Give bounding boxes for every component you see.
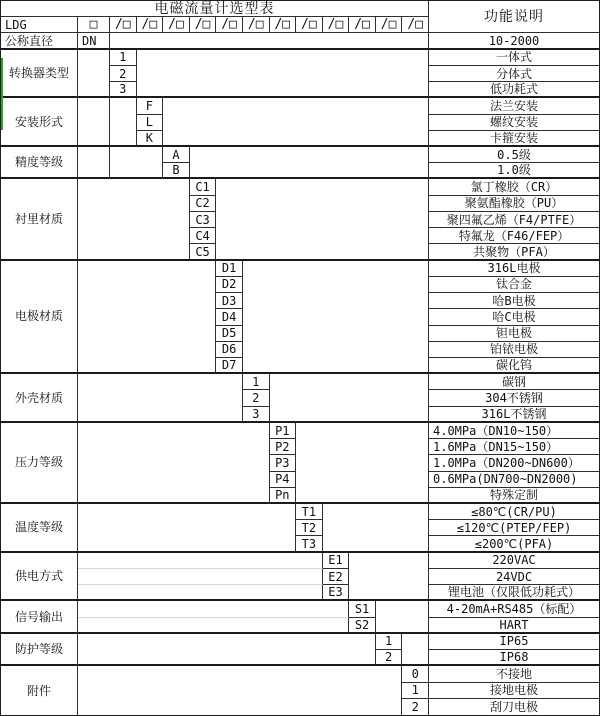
filler-cell (78, 423, 270, 504)
code-cell: C3 (190, 212, 217, 228)
filler-cell (376, 601, 429, 633)
group-label: 压力等级 (1, 423, 78, 504)
function-cell: 一体式 (429, 50, 599, 66)
code-cell: D7 (216, 358, 243, 374)
function-cell: 刮刀电极 (489, 699, 538, 714)
code-cell: 1 (243, 374, 270, 390)
filler-cell (296, 423, 429, 504)
group-label: 信号输出 (1, 601, 78, 633)
function-cell: 碳化钨 (429, 358, 599, 374)
code-cell: 1 (402, 683, 429, 699)
function-cell: 220VAC (429, 553, 599, 569)
code-cell: P4 (270, 472, 297, 488)
slot-box-icon: /□ (402, 17, 429, 33)
filler-cell (137, 50, 429, 99)
code-cell: E2 (323, 569, 350, 585)
group-label: 外壳材质 (1, 374, 78, 423)
code-cell: T2 (296, 520, 323, 536)
code-cell: C4 (190, 228, 217, 244)
group-label: 公称直径 (1, 33, 78, 49)
function-cell: ≤200℃(PFA) (429, 536, 599, 552)
function-cell: 哈B电极 (429, 293, 599, 309)
filler-cell (78, 261, 216, 375)
filler-cell (78, 634, 376, 666)
filler-cell (78, 585, 323, 601)
code-cell: E1 (323, 553, 350, 569)
function-cell: 4-20mA+RS485（标配） (429, 601, 599, 617)
function-cell: 共聚物（PFA） (429, 244, 599, 260)
code-cell: P1 (270, 423, 297, 439)
slot-box-icon: /□ (349, 17, 376, 33)
selection-stripe (1, 58, 3, 130)
slot-box-icon: /□ (270, 17, 297, 33)
filler-cell (270, 374, 430, 423)
function-cell: 低功耗式 (429, 82, 599, 98)
code-cell: C2 (190, 196, 217, 212)
code-cell: 2 (402, 699, 429, 715)
model-box-icon: □ (78, 17, 110, 33)
filler-cell (78, 504, 296, 553)
code-cell: 2 (110, 66, 137, 82)
group-label: 温度等级 (1, 504, 78, 553)
function-cell: 316L电极 (429, 261, 599, 277)
function-cell: 聚四氟乙烯（F4/PTFE） (429, 212, 599, 228)
function-cell: 钽电极 (429, 326, 599, 342)
code-cell: DN (78, 33, 110, 49)
code-cell: D6 (216, 342, 243, 358)
function-column-header: 功能说明 (429, 1, 599, 33)
function-cell: 特氟龙（F46/FEP） (429, 228, 599, 244)
code-cell: K (137, 131, 164, 147)
code-cell: S1 (349, 601, 376, 617)
group-label: 转换器类型 (1, 50, 78, 99)
code-cell: 2 (376, 650, 403, 666)
filler-cell (349, 553, 429, 602)
filler-cell (110, 147, 163, 179)
model-prefix-cell: LDG (1, 17, 78, 33)
selector-table-grid (1, 1, 599, 715)
filler-cell (163, 98, 429, 147)
group-label: 安装形式 (1, 98, 78, 147)
filler-cell (78, 666, 402, 715)
function-cell: 钛合金 (429, 277, 599, 293)
page-title: 电磁流量计选型表 (1, 1, 429, 17)
group-label: 衬里材质 (1, 179, 78, 260)
function-cell: 接地电极 (429, 683, 599, 699)
filler-cell (78, 374, 243, 423)
code-cell: P2 (270, 439, 297, 455)
code-cell: A (163, 147, 190, 163)
group-label: 精度等级 (1, 147, 78, 179)
function-cell: 分体式 (429, 66, 599, 82)
filler-cell (323, 504, 429, 553)
function-cell: ≤120℃(PTEP/FEP) (429, 520, 599, 536)
code-cell: F (137, 98, 164, 114)
slot-box-icon: /□ (243, 17, 270, 33)
function-cell: 法兰安装 (429, 98, 599, 114)
function-cell: 聚氨酯橡胶（PU） (429, 196, 599, 212)
filler-cell (78, 50, 110, 99)
function-cell: 铂铱电极 (429, 342, 599, 358)
code-cell: 0 (402, 666, 429, 682)
slot-box-icon: /□ (110, 17, 137, 33)
code-cell: D3 (216, 293, 243, 309)
filler-cell (110, 98, 137, 147)
filler-cell (78, 553, 323, 569)
slot-box-icon: /□ (296, 17, 323, 33)
function-cell: 0.6MPa(DN700~DN2000) (429, 472, 599, 488)
filler-cell (216, 179, 429, 260)
slot-box-icon: /□ (137, 17, 164, 33)
code-cell: T1 (296, 504, 323, 520)
filler-cell (243, 261, 429, 375)
filler-cell (78, 147, 110, 179)
filler-cell (78, 601, 349, 617)
function-cell: 304不锈钢 (429, 390, 599, 406)
code-cell: T3 (296, 536, 323, 552)
function-cell: 氯丁橡胶（CR） (429, 179, 599, 195)
slot-box-icon: /□ (216, 17, 243, 33)
slot-box-icon: /□ (163, 17, 190, 33)
code-cell: P3 (270, 455, 297, 471)
code-cell: 2 (243, 390, 270, 406)
code-cell: L (137, 115, 164, 131)
function-cell: 1.6MPa（DN15~150） (429, 439, 599, 455)
function-cell: 0.5级 (429, 147, 599, 163)
function-cell: 不接地 (429, 666, 599, 682)
slot-box-icon: /□ (190, 17, 217, 33)
function-cell: 卡箍安装 (429, 131, 599, 147)
code-cell: D4 (216, 309, 243, 325)
function-cell: 4.0MPa（DN10~150） (429, 423, 599, 439)
code-cell: S2 (349, 618, 376, 634)
group-label: 防护等级 (1, 634, 78, 666)
group-label: 附件 (1, 666, 78, 715)
group-label: 供电方式 (1, 553, 78, 602)
function-cell: IP65 (429, 634, 599, 650)
function-cell: HART (429, 618, 599, 634)
code-cell: E3 (323, 585, 350, 601)
filler-cell (402, 634, 429, 666)
code-cell: 1 (110, 50, 137, 66)
function-cell: 碳钢 (429, 374, 599, 390)
code-cell: Pn (270, 488, 297, 504)
code-cell: C1 (190, 179, 217, 195)
filler-cell (78, 569, 323, 585)
code-cell: D5 (216, 326, 243, 342)
function-cell: 锂电池（仅限低功耗式） (429, 585, 599, 601)
slot-box-icon: /□ (376, 17, 403, 33)
filler-cell (110, 33, 429, 49)
function-cell: 螺纹安装 (429, 115, 599, 131)
slot-box-icon: /□ (323, 17, 350, 33)
function-cell: ≤80℃(CR/PU) (429, 504, 599, 520)
function-cell: 1.0MPa（DN200~DN600） (429, 455, 599, 471)
function-cell: 10-2000 (429, 33, 599, 49)
code-cell: B (163, 163, 190, 179)
function-cell: IP68 (429, 650, 599, 666)
function-cell: 哈C电极 (429, 309, 599, 325)
filler-cell (78, 618, 349, 634)
code-cell: 1 (376, 634, 403, 650)
filler-cell (78, 98, 110, 147)
filler-cell (78, 179, 190, 260)
code-cell: D1 (216, 261, 243, 277)
code-cell: 3 (110, 82, 137, 98)
code-cell: D2 (216, 277, 243, 293)
function-cell: 24VDC (429, 569, 599, 585)
code-cell: C5 (190, 244, 217, 260)
code-cell: 3 (243, 407, 270, 423)
group-label: 电极材质 (1, 261, 78, 375)
function-cell: 1.0级 (429, 163, 599, 179)
function-cell: 特殊定制 (429, 488, 599, 504)
function-cell: 316L不锈钢 (429, 407, 599, 423)
filler-cell (190, 147, 429, 179)
